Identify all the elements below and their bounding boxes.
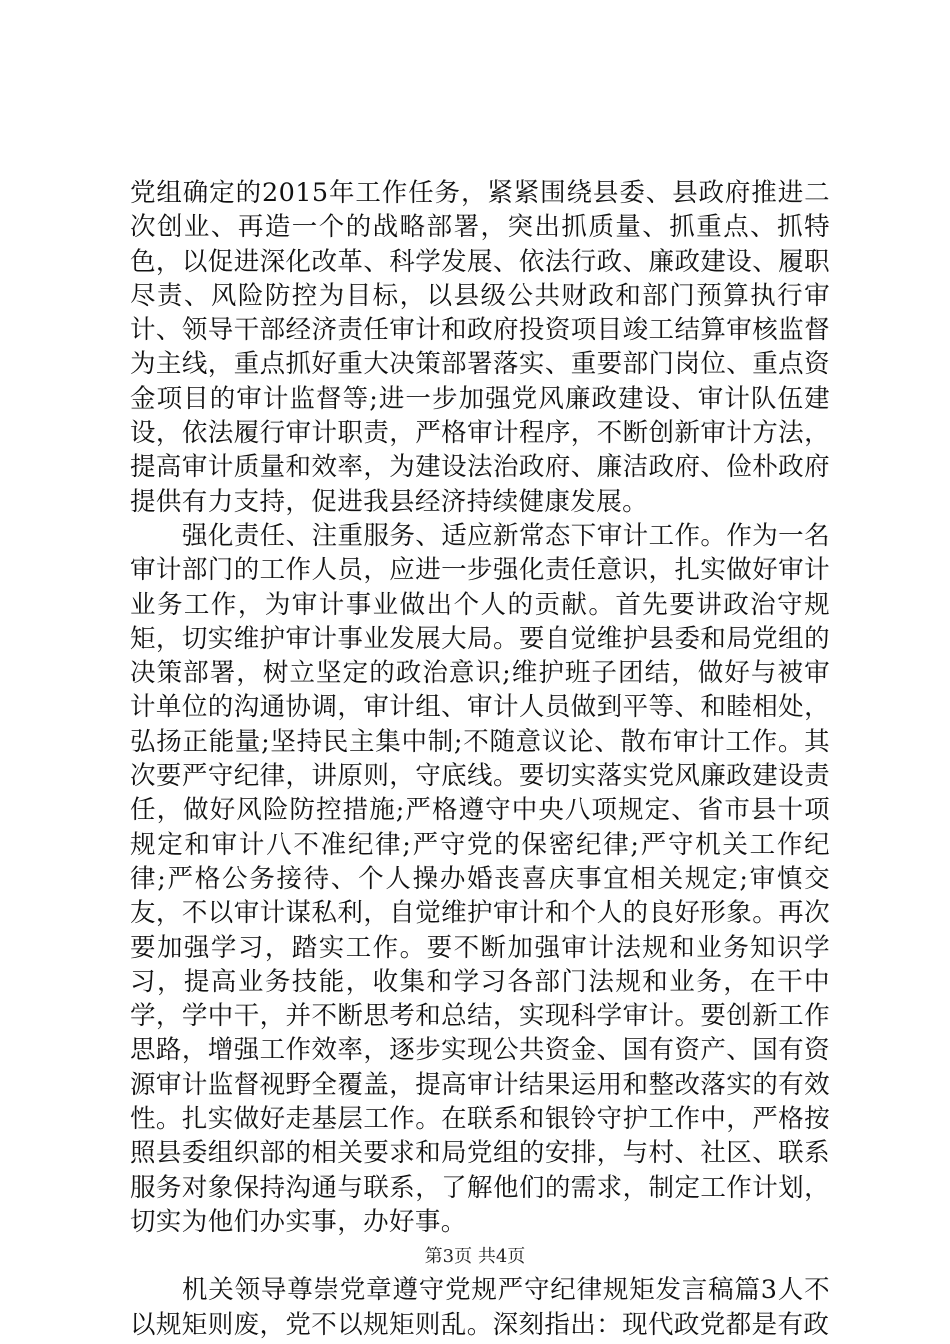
document-body [130,176,830,1342]
paragraph-1: 党组确定的2015年工作任务，紧紧围绕县委、县政府推进二次创业、再造一个的战略部署，突出抓质量、抓重点、抓特色，以促进深化改革、科学发展、依法行政、廉政建设、履职尽责、风险防控为目标，以县级公共财政和部门预算执行审计、领导干部经济责任审计和政府投资项目竣工结算审核监督为主线，重点抓好重大决策部署落实、重要部门岗位、重点资金项目的审计监督等;进一步加强党风廉政建设、审计队伍建设，依法履行审计职责，严格审计程序，不断创新审计方法，提高审计质量和效率，为建设法治政府、廉洁政府、俭朴政府提供有力支持，促进我县经济持续健康发展。 [130,178,830,517]
paragraph-3: 机关领导尊崇党章遵守党规严守纪律规矩发言稿篇3人不以规矩则废，党不以规矩则乱。深刻指出：现代政党都是有政 [130,1275,830,1340]
page-footer [0,1246,950,1268]
paragraph-2: 强化责任、注重服务、适应新常态下审计工作。作为一名审计部门的工作人员，应进一步强化责任意识，扎实做好审计业务工作，为审计事业做出个人的贡献。首先要讲政治守规矩，切实维护审计事业发展大局。要自觉维护县委和局党组的决策部署，树立坚定的政治意识;维护班子团结，做好与被审计单位的沟通协调，审计组、审计人员做到平等、和睦相处，弘扬正能量;坚持民主集中制;不随意议论、散布审计工作。其次要严守纪律，讲原则，守底线。要切实落实党风廉政建设责任，做好风险防控措施;严格遵守中央八项规定、省市县十项规定和审计八不准纪律;严守党的保密纪律;严守机关工作纪律;严格公务接待、个人操办婚丧喜庆事宜相关规定;审慎交友，不以审计谋私利，自觉维护审计和个人的良好形象。再次要加强学习，踏实工作。要不断加强审计法规和业务知识学习，提高业务技能，收集和学习各部门法规和业务，在干中学，学中干，并不断思考和总结，实现科学审计。要创新工作思路，增强工作效率，逐步实现公共资金、国有资产、国有资源审计监督视野全覆盖，提高审计结果运用和整改落实的有效性。扎实做好走基层工作。在联系和银铃守护工作中，严格按照县委组织部的相关要求和局党组的安排，与村、社区、联系服务对象保持沟通与联系，了解他们的需求，制定工作计划，切实为他们办实事，办好事。 [130,520,830,1237]
page-number-label: 第3页 共4页 [424,1246,526,1267]
